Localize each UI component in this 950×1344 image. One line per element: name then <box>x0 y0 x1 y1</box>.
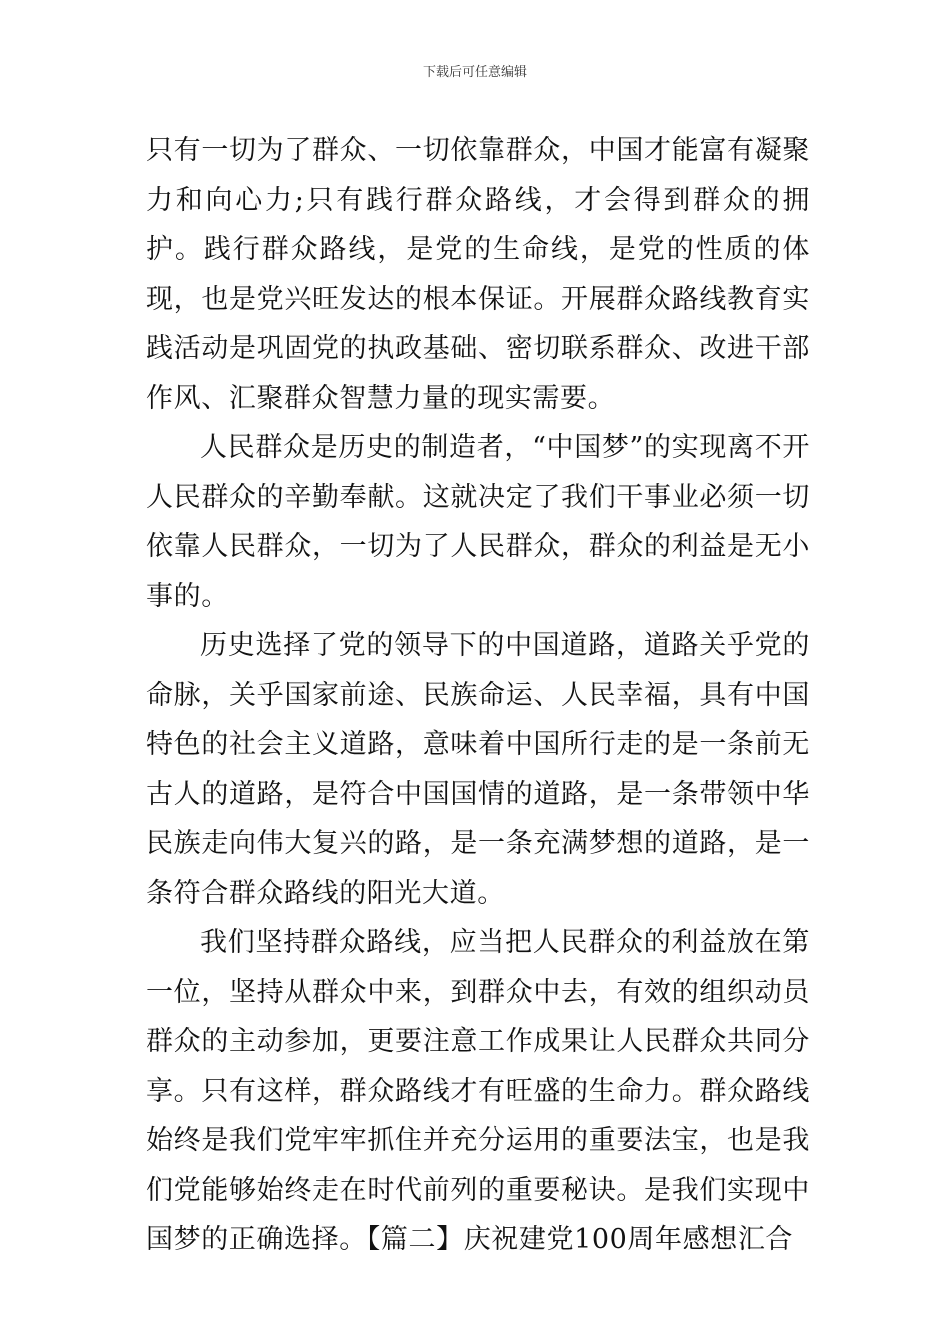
paragraph-3: 历史选择了党的领导下的中国道路，道路关乎党的命脉，关乎国家前途、民族命运、人民幸福，具有中国特色的社会主义道路，意味着中国所行走的是一条前无古人的道路，是符合中国国情的道路，是一条带领中华民族走向伟大复兴的路，是一条充满梦想的道路，是一条符合群众路线的阳光大道。 <box>146 630 810 909</box>
paragraph-1: 只有一切为了群众、一切依靠群众，中国才能富有凝聚力和向心力;只有践行群众路线，才会得到群众的拥护。践行群众路线，是党的生命线，是党的性质的体现，也是党兴旺发达的根本保证。开展群众路线教育实践活动是巩固党的执政基础、密切联系群众、改进干部作风、汇聚群众智慧力量的现实需要。 <box>146 135 810 414</box>
document-body <box>146 126 810 1265</box>
page-header-note: 下载后可任意编辑 <box>422 65 527 80</box>
paragraph-4: 我们坚持群众路线，应当把人民群众的利益放在第一位，坚持从群众中来，到群众中去，有效的组织动员群众的主动参加，更要注意工作成果让人民群众共同分享。只有这样，群众路线才有旺盛的生命力。群众路线始终是我们党牢牢抓住并充分运用的重要法宝，也是我们党能够始终走在时代前列的重要秘诀。是我们实现中国梦的正确选择。【篇二】庆祝建党100周年感想汇合 <box>146 927 810 1255</box>
paragraph-2: 人民群众是历史的制造者，“中国梦”的实现离不开人民群众的辛勤奉献。这就决定了我们干事业必须一切依靠人民群众，一切为了人民群众，群众的利益是无小事的。 <box>146 432 810 612</box>
